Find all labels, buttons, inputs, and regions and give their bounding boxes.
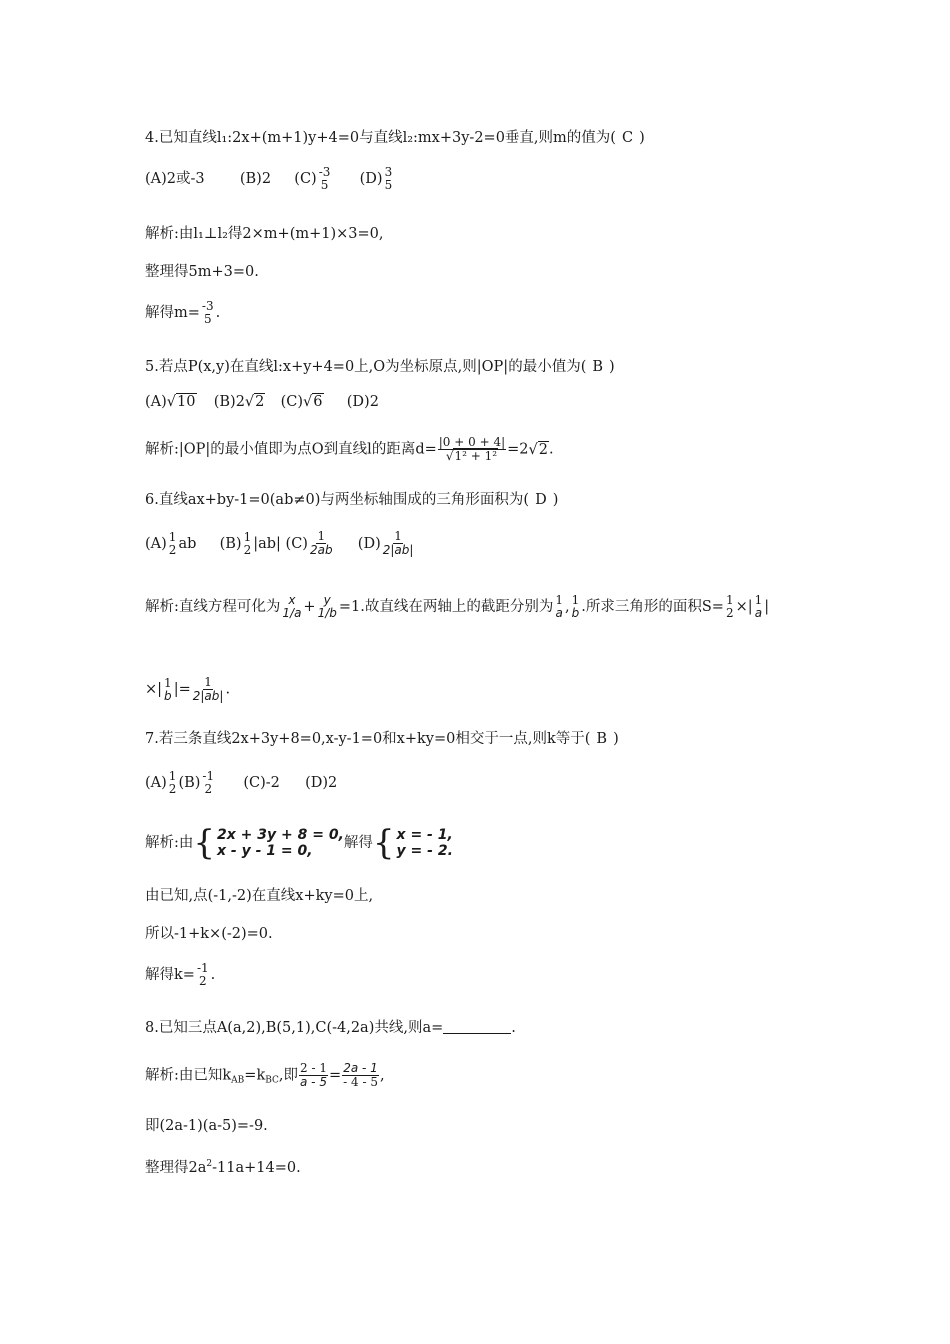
q6-stem: 6.直线ax+by-1=0(ab≠0)与两坐标轴围成的三角形面积为( D ) — [145, 492, 559, 508]
q4-stem: 4.已知直线l₁:2x+(m+1)y+4=0与直线l₂:mx+3y-2=0垂直,则m的值为( C ) — [145, 130, 645, 146]
q6-answer: D — [535, 492, 547, 508]
q7-opt-c: (C)-2 — [243, 775, 280, 791]
q7-system-2: { x = - 1, y = - 2. — [372, 823, 453, 863]
q8-stem: 8.已知三点A(a,2),B(5,1),C(-4,2a)共线,则a= . — [145, 1020, 516, 1036]
q7-stem: 7.若三条直线2x+3y+8=0,x-y-1=0和x+ky=0相交于一点,则k等于( B ) — [145, 731, 619, 747]
q7-answer: B — [596, 731, 608, 747]
q6-options — [145, 530, 415, 557]
q7-solution-line2: 由已知,点(-1,-2)在直线x+ky=0上, — [145, 888, 374, 904]
q5-opt-d: (D)2 — [346, 394, 379, 410]
q6-opt-c: (C) $\frac{1}{2ab}$ — [285, 529, 333, 557]
q7-opt-a: (A) 1 2 — [145, 769, 177, 796]
q7-opt-b: (B) -1 2 — [178, 769, 215, 796]
q5-stem: 5.若点P(x,y)在直线l:x+y+4=0上,O为坐标原点,则|OP|的最小值为( B ) — [145, 359, 615, 375]
q5-opt-c: (C)√6 — [280, 394, 323, 410]
q4-opt-d: (D) 3 5 — [359, 165, 393, 192]
q7-options — [145, 770, 337, 796]
q7-system-1: { 2x + 3y + 8 = 0, x - y - 1 = 0, — [193, 823, 344, 863]
q7-solution-line3: 所以-1+k×(-2)=0. — [145, 926, 273, 942]
q8-solution-line1: 解析:由已知$k_{AB}=k_{BC}$,即 $\frac{2 - 1}{a - 5}$ = $\frac{2a - 1}{- 4 - 5}$ , — [145, 1061, 385, 1089]
q4-solution-line1: 解析:由l₁⊥l₂得2×m+(m+1)×3=0, — [145, 226, 384, 242]
q7-solution-line4: 解得k= -1 2 . — [145, 961, 216, 988]
q4-opt-c: (C) -3 5 — [294, 165, 331, 192]
q7-solution-line1: 解析:由 { 2x + 3y + 8 = 0, x - y - 1 = 0, 解得 { x = - 1, y = - 2. — [145, 823, 453, 863]
q6-opt-b: (B) 1 2 |ab| — [219, 529, 281, 557]
q5-solution: 解析:|OP|的最小值即为点O到直线l的距离d= $\frac{|0 + 0 + 4|}{\text{√1² + 1²}}$ =2√2. — [145, 435, 554, 463]
q8-answer-blank[interactable] — [443, 1019, 511, 1034]
q8-solution-line2: 即(2a-1)(a-5)=-9. — [145, 1118, 268, 1134]
q5-opt-a: (A)√10 — [145, 394, 196, 410]
q4-solution-line2: 整理得5m+3=0. — [145, 264, 259, 280]
q4-opt-a: (A)2或-3 — [145, 171, 205, 187]
q5-answer: B — [592, 359, 604, 375]
q8-solution-line3: 整理得$2a^2-11a+14=0$. — [145, 1159, 301, 1176]
q5-options — [145, 392, 379, 412]
q4-options — [145, 166, 394, 192]
q4-solution-line3: 解得m= -3 5 . — [145, 299, 221, 326]
q6-solution-line1: 解析:直线方程可化为 x 1/a + y 1/b =1.故直线在两轴上的截距分别为 1 a , 1 b .所求三角形的面积S= 1 2 ×| 1 a | — [145, 593, 770, 620]
q6-opt-d: (D) $\frac{1}{2|ab|}$ — [357, 529, 414, 557]
q6-opt-a: (A) 1 2 ab — [145, 529, 197, 557]
q6-solution-line2: ×| 1 b |= $\frac{1}{2|ab|}$ . — [145, 675, 231, 703]
q7-opt-d: (D)2 — [305, 775, 338, 791]
q4-answer: C — [621, 130, 634, 146]
q4-opt-b: (B)2 — [239, 171, 272, 187]
q5-opt-b: (B)2√2 — [213, 394, 265, 410]
